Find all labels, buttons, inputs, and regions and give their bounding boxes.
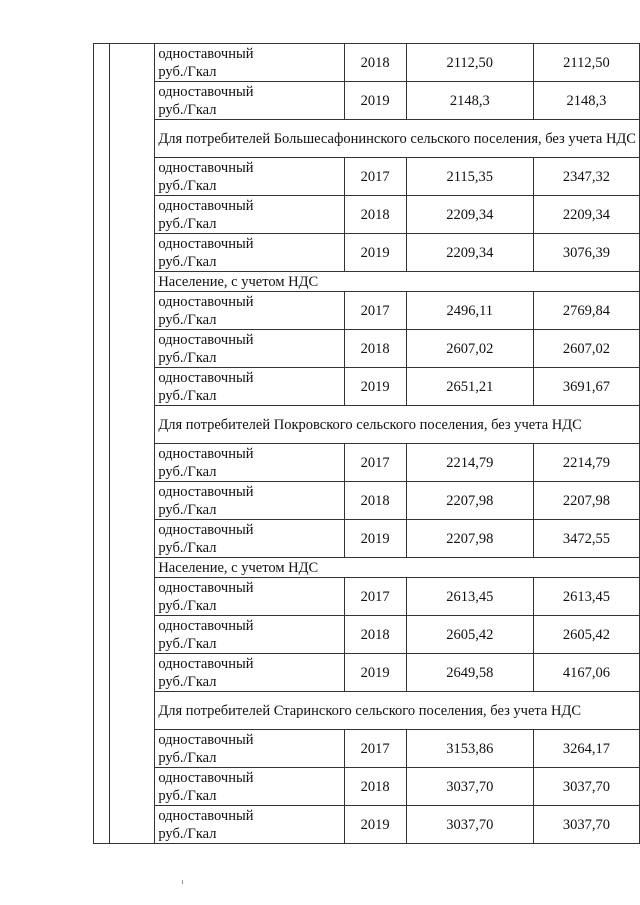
- tariff-value-first-half: 2209,34: [406, 234, 533, 272]
- tariff-value-first-half: 2112,50: [406, 44, 533, 82]
- tariff-type-cell: [155, 330, 344, 368]
- table-row: [94, 368, 640, 406]
- tariff-value-first-half: 2115,35: [406, 158, 533, 196]
- table-row: [94, 158, 640, 196]
- year-cell: 2018: [344, 44, 406, 82]
- tariff-type: одноставочный: [158, 159, 254, 176]
- tariff-value-second-half: 2347,32: [533, 158, 639, 196]
- tariff-unit: руб./Гкал: [158, 749, 217, 766]
- tariff-value-first-half: 2651,21: [406, 368, 533, 406]
- tariff-type: одноставочный: [158, 331, 254, 348]
- table-row: [94, 616, 640, 654]
- tariff-value-second-half: 2112,50: [533, 44, 639, 82]
- year-cell: 2018: [344, 482, 406, 520]
- tariff-value-first-half: 2209,34: [406, 196, 533, 234]
- tariff-value-first-half: 2148,3: [406, 82, 533, 120]
- scan-mark: [182, 880, 183, 884]
- year-cell: 2019: [344, 234, 406, 272]
- table-row: [94, 578, 640, 616]
- tariff-type-cell: [155, 158, 344, 196]
- tariff-unit: руб./Гкал: [158, 463, 217, 480]
- section-heading: Население, с учетом НДС: [155, 272, 640, 292]
- tariff-type-cell: [155, 730, 344, 768]
- section-heading: Для потребителей Старинского сельского поселения, без учета НДС: [155, 692, 640, 730]
- table-row: [94, 730, 640, 768]
- table-row: [94, 234, 640, 272]
- table-row: [94, 44, 640, 82]
- tariff-unit: руб./Гкал: [158, 253, 217, 270]
- table-row: [94, 482, 640, 520]
- tariff-value-second-half: 2148,3: [533, 82, 639, 120]
- year-cell: 2017: [344, 578, 406, 616]
- section-heading: Для потребителей Покровского сельского поселения, без учета НДС: [155, 406, 640, 444]
- tariff-type-cell: [155, 482, 344, 520]
- tariff-type-cell: [155, 368, 344, 406]
- table-section-row: [94, 120, 640, 158]
- tariff-value-second-half: 3472,55: [533, 520, 639, 558]
- tariff-type: одноставочный: [158, 83, 254, 100]
- tariff-value-first-half: 2607,02: [406, 330, 533, 368]
- table-row: [94, 654, 640, 692]
- tariff-unit: руб./Гкал: [158, 539, 217, 556]
- tariff-value-second-half: 2613,45: [533, 578, 639, 616]
- tariff-value-second-half: 2607,02: [533, 330, 639, 368]
- year-cell: 2017: [344, 730, 406, 768]
- table-row: [94, 330, 640, 368]
- tariff-type: одноставочный: [158, 807, 254, 824]
- tariff-type-cell: [155, 196, 344, 234]
- table-row: [94, 444, 640, 482]
- tariff-value-second-half: 3037,70: [533, 806, 639, 844]
- tariff-type-cell: [155, 444, 344, 482]
- tariff-unit: руб./Гкал: [158, 387, 217, 404]
- year-cell: 2018: [344, 616, 406, 654]
- tariff-type: одноставочный: [158, 235, 254, 252]
- tariff-value-second-half: 2207,98: [533, 482, 639, 520]
- table-row: [94, 768, 640, 806]
- tariff-value-second-half: 3037,70: [533, 768, 639, 806]
- tariff-value-second-half: 2209,34: [533, 196, 639, 234]
- tariff-value-first-half: 3037,70: [406, 768, 533, 806]
- tariff-type: одноставочный: [158, 369, 254, 386]
- tariff-type-cell: [155, 806, 344, 844]
- table-row: [94, 196, 640, 234]
- tariff-table-body: [94, 44, 640, 844]
- tariff-type: одноставочный: [158, 617, 254, 634]
- tariff-type-cell: [155, 768, 344, 806]
- year-cell: 2019: [344, 520, 406, 558]
- section-heading: Население, с учетом НДС: [155, 558, 640, 578]
- tariff-unit: руб./Гкал: [158, 311, 217, 328]
- table-row: [94, 806, 640, 844]
- tariff-type: одноставочный: [158, 579, 254, 596]
- tariff-value-first-half: 2605,42: [406, 616, 533, 654]
- tariff-value-second-half: 2769,84: [533, 292, 639, 330]
- section-heading: Для потребителей Большесафонинского сельского поселения, без учета НДС: [155, 120, 640, 158]
- tariff-value-second-half: 2605,42: [533, 616, 639, 654]
- tariff-value-first-half: 2496,11: [406, 292, 533, 330]
- tariff-unit: руб./Гкал: [158, 63, 217, 80]
- tariff-value-second-half: 3691,67: [533, 368, 639, 406]
- tariff-type: одноставочный: [158, 483, 254, 500]
- table-section-row: [94, 692, 640, 730]
- tariff-unit: руб./Гкал: [158, 215, 217, 232]
- tariff-unit: руб./Гкал: [158, 787, 217, 804]
- tariff-unit: руб./Гкал: [158, 673, 217, 690]
- tariff-type: одноставочный: [158, 769, 254, 786]
- year-cell: 2018: [344, 196, 406, 234]
- tariff-unit: руб./Гкал: [158, 597, 217, 614]
- tariff-value-second-half: 4167,06: [533, 654, 639, 692]
- tariff-unit: руб./Гкал: [158, 349, 217, 366]
- tariff-value-first-half: 2613,45: [406, 578, 533, 616]
- tariff-type: одноставочный: [158, 655, 254, 672]
- year-cell: 2019: [344, 368, 406, 406]
- year-cell: 2019: [344, 806, 406, 844]
- tariff-value-first-half: 2207,98: [406, 482, 533, 520]
- left-empty-column-2: [109, 44, 154, 844]
- tariff-type: одноставочный: [158, 521, 254, 538]
- table-row: [94, 520, 640, 558]
- tariff-type: одноставочный: [158, 293, 254, 310]
- tariff-value-second-half: 3076,39: [533, 234, 639, 272]
- tariff-unit: руб./Гкал: [158, 501, 217, 518]
- tariff-type-cell: [155, 82, 344, 120]
- year-cell: 2017: [344, 158, 406, 196]
- tariff-type-cell: [155, 234, 344, 272]
- table-section-row: [94, 558, 640, 578]
- table-section-row: [94, 406, 640, 444]
- tariff-type-cell: [155, 616, 344, 654]
- tariff-unit: руб./Гкал: [158, 635, 217, 652]
- year-cell: 2019: [344, 82, 406, 120]
- tariff-type: одноставочный: [158, 445, 254, 462]
- tariff-unit: руб./Гкал: [158, 101, 217, 118]
- year-cell: 2017: [344, 292, 406, 330]
- tariff-type: одноставочный: [158, 731, 254, 748]
- tariff-value-first-half: 3153,86: [406, 730, 533, 768]
- table-row: [94, 292, 640, 330]
- tariff-value-second-half: 2214,79: [533, 444, 639, 482]
- tariff-value-second-half: 3264,17: [533, 730, 639, 768]
- tariff-type-cell: [155, 44, 344, 82]
- year-cell: 2018: [344, 330, 406, 368]
- year-cell: 2019: [344, 654, 406, 692]
- left-empty-column: [94, 44, 110, 844]
- tariff-value-first-half: 3037,70: [406, 806, 533, 844]
- year-cell: 2017: [344, 444, 406, 482]
- tariff-type-cell: [155, 654, 344, 692]
- tariff-value-first-half: 2207,98: [406, 520, 533, 558]
- tariff-unit: руб./Гкал: [158, 177, 217, 194]
- tariff-type-cell: [155, 520, 344, 558]
- tariff-type: одноставочный: [158, 45, 254, 62]
- tariff-table: [93, 43, 640, 844]
- table-section-row: [94, 272, 640, 292]
- table-row: [94, 82, 640, 120]
- tariff-type-cell: [155, 292, 344, 330]
- tariff-value-first-half: 2649,58: [406, 654, 533, 692]
- year-cell: 2018: [344, 768, 406, 806]
- tariff-value-first-half: 2214,79: [406, 444, 533, 482]
- tariff-type: одноставочный: [158, 197, 254, 214]
- tariff-type-cell: [155, 578, 344, 616]
- tariff-unit: руб./Гкал: [158, 825, 217, 842]
